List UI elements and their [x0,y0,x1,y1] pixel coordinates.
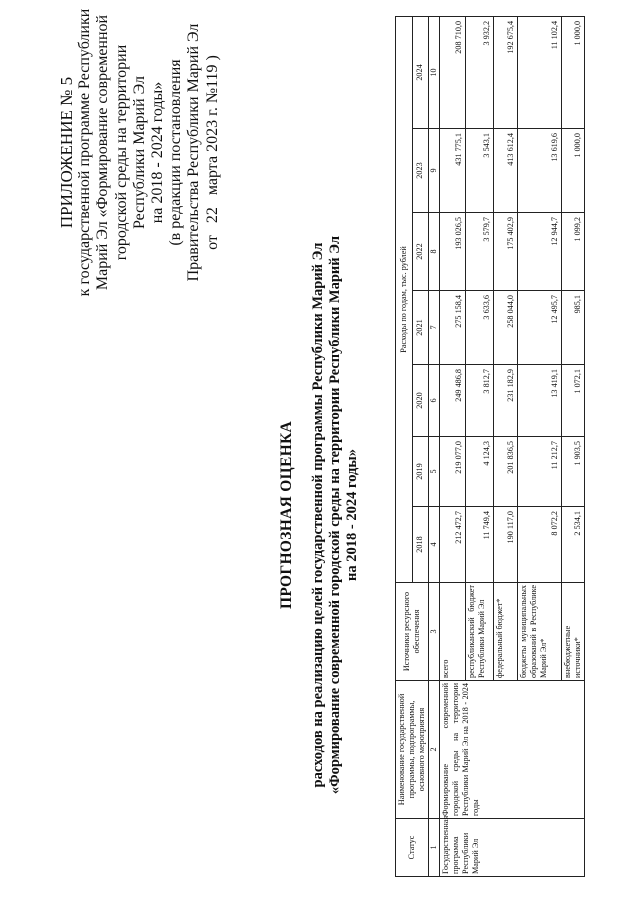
appendix-line: (в редакции постановления [167,59,185,246]
cell-source: бюджеты муниципальных образований в Республике Марий Эл* [518,583,562,681]
cell-value: 13 419,1 [518,365,562,437]
cell-value: 231 182,9 [494,365,518,437]
cell-source: республиканский бюджет Республики Марий Эл [466,583,494,681]
cell-value: 212 472,7 [440,507,466,583]
date-prefix: от [203,235,221,250]
cell-value: 11 212,7 [518,437,562,507]
cell-value: 208 710,0 [440,16,466,128]
column-number: 1 [429,819,440,877]
cell-status: Государственная программа Республики Марий Эл [440,819,585,877]
column-number: 9 [429,129,440,213]
cell-value: 12 495,7 [518,291,562,365]
year-header: 2022 [412,213,429,291]
cell-value: 11 749,4 [466,507,494,583]
column-number: 8 [429,213,440,291]
column-number: 3 [429,583,440,681]
cell-value: 2 534,1 [562,507,585,583]
appendix-line: Марий Эл «Формирование современной [94,14,112,291]
appendix-line: Правительства Республики Марий Эл [185,23,203,282]
year-header: 2023 [412,129,429,213]
table-row [440,16,466,876]
cell-source: федеральный бюджет* [494,583,518,681]
cell-value: 1 072,1 [562,365,585,437]
column-number: 6 [429,365,440,437]
year-header: 2020 [412,365,429,437]
year-header: 2018 [412,507,429,583]
year-header: 2024 [412,16,429,128]
cell-value: 12 944,7 [518,213,562,291]
cell-value: 190 117,0 [494,507,518,583]
cell-value: 3 932,2 [466,16,494,128]
cell-value: 985,1 [562,291,585,365]
header-source: Источники ресурсного обеспечения [396,583,429,681]
header-status: Статус [396,819,429,877]
date-suffix: ) [203,55,221,61]
cell-value: 11 102,4 [518,16,562,128]
cell-value: 249 486,8 [440,365,466,437]
header-name: Наименование государственной программы, подпрограммы, основного мероприятия [396,681,429,819]
cell-value: 201 836,5 [494,437,518,507]
cell-value: 1 099,2 [562,213,585,291]
heading-line: на 2018 - 2024 годы» [344,449,360,581]
cell-program-name: Формирование современной городской среды на территории Республики Марий Эл на 2018 - 2024 годы [440,681,585,819]
appendix-date-line [204,0,222,305]
appendix-line: к государственной программе Республики [76,8,94,297]
column-number: 5 [429,437,440,507]
appendix-line: городской среды на территории [112,44,130,261]
year-header: 2021 [412,291,429,365]
cell-value: 175 402,9 [494,213,518,291]
cell-value: 193 026,5 [440,213,466,291]
column-number: 2 [429,681,440,819]
appendix-title: ПРИЛОЖЕНИЕ № 5 [57,76,76,229]
date-day: 22 [203,207,221,224]
doc-number: 119 [203,64,221,88]
appendix-line: Республики Марий Эл [130,75,148,230]
cell-source: всего [440,583,466,681]
cell-value: 413 612,4 [494,129,518,213]
cell-value: 192 675,4 [494,16,518,128]
header-expenses: Расходы по годам, тыс. рублей [396,16,413,582]
cell-value: 3 579,7 [466,213,494,291]
cell-value: 219 077,0 [440,437,466,507]
heading-line: расходов на реализацию целей государственной программы Республики Марий Эл [310,242,326,788]
appendix-line: на 2018 - 2024 годы» [149,81,167,224]
date-month-year: марта 2023 г. № [203,87,221,196]
cell-value: 1 000,0 [562,129,585,213]
cell-value: 4 124,3 [466,437,494,507]
cell-value: 3 543,1 [466,129,494,213]
heading-line: «Формирование современной городской среды на территории Республики Марий Эл [327,235,343,795]
cell-value: 8 072,2 [518,507,562,583]
cell-source: внебюджетные источники* [562,583,585,681]
table-header-row [396,16,413,876]
table-column-numbers-row [429,16,440,876]
appendix-block [58,0,222,305]
cell-value: 275 158,4 [440,291,466,365]
year-header: 2019 [412,437,429,507]
cell-value: 3 633,6 [466,291,494,365]
cell-value: 13 619,6 [518,129,562,213]
cell-value: 1 903,5 [562,437,585,507]
heading-title: ПРОГНОЗНАЯ ОЦЕНКА [278,421,295,610]
cell-value: 258 044,0 [494,291,518,365]
document-heading [278,215,361,815]
column-number: 7 [429,291,440,365]
expenses-table [395,16,585,877]
column-number: 10 [429,16,440,128]
cell-value: 3 812,7 [466,365,494,437]
cell-value: 431 775,1 [440,129,466,213]
cell-value: 1 000,0 [562,16,585,128]
column-number: 4 [429,507,440,583]
